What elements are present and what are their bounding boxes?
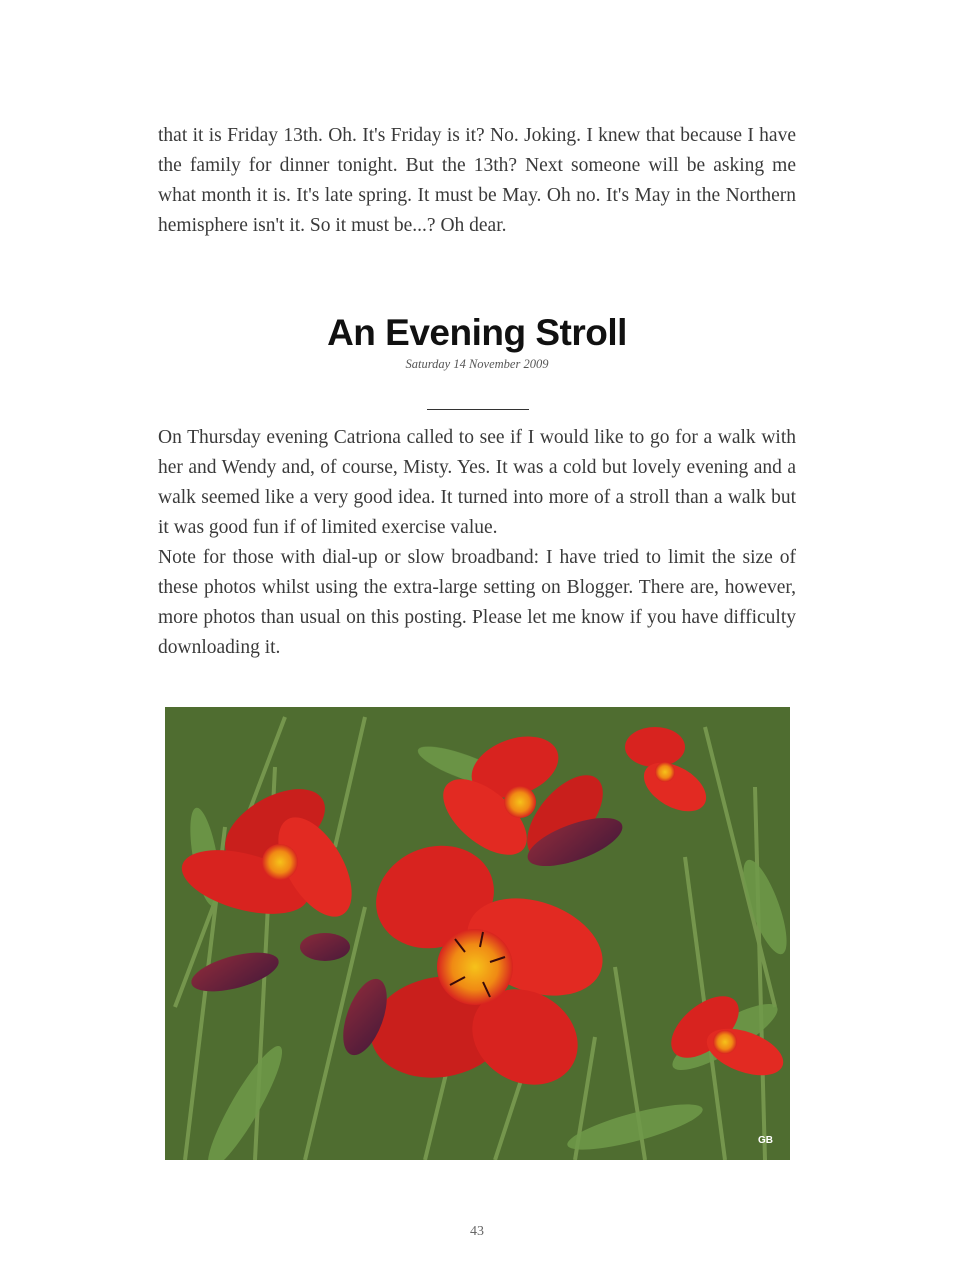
photo-credit: GB [758,1135,773,1146]
post-title: An Evening Stroll [327,312,627,353]
separator-line [427,409,529,410]
intro-paragraph-text: that it is Friday 13th. Oh. It's Friday is it? No. Joking. I knew that because I have the family for dinner tonight. But the 13th? Next someone will be asking me what month it is. It's late spring. It must be May. Oh no. It's May in the Northern hemisphere isn't it. So it must be...? Oh dear. [158,125,796,236]
page-number: 43 [470,1224,484,1239]
flower-illustration [165,707,790,1160]
post-body [158,423,796,663]
flower-photo [165,707,790,1160]
post-date: Saturday 14 November 2009 [405,357,549,371]
intro-paragraph [158,121,796,241]
post-paragraph-1: On Thursday evening Catriona called to see if I would like to go for a walk with her and Wendy and, of course, Misty. Yes. It was a cold but lovely evening and a walk seemed like a very good idea. It turned into more of a stroll than a walk but it was good fun if of limited exercise value. [158,427,796,538]
post-paragraph-2: Note for those with dial-up or slow broadband: I have tried to limit the size of these photos whilst using the extra-large setting on Blogger. There are, however, more photos than usual on this posting. Please let me know if you have difficulty downloading it. [158,547,796,658]
